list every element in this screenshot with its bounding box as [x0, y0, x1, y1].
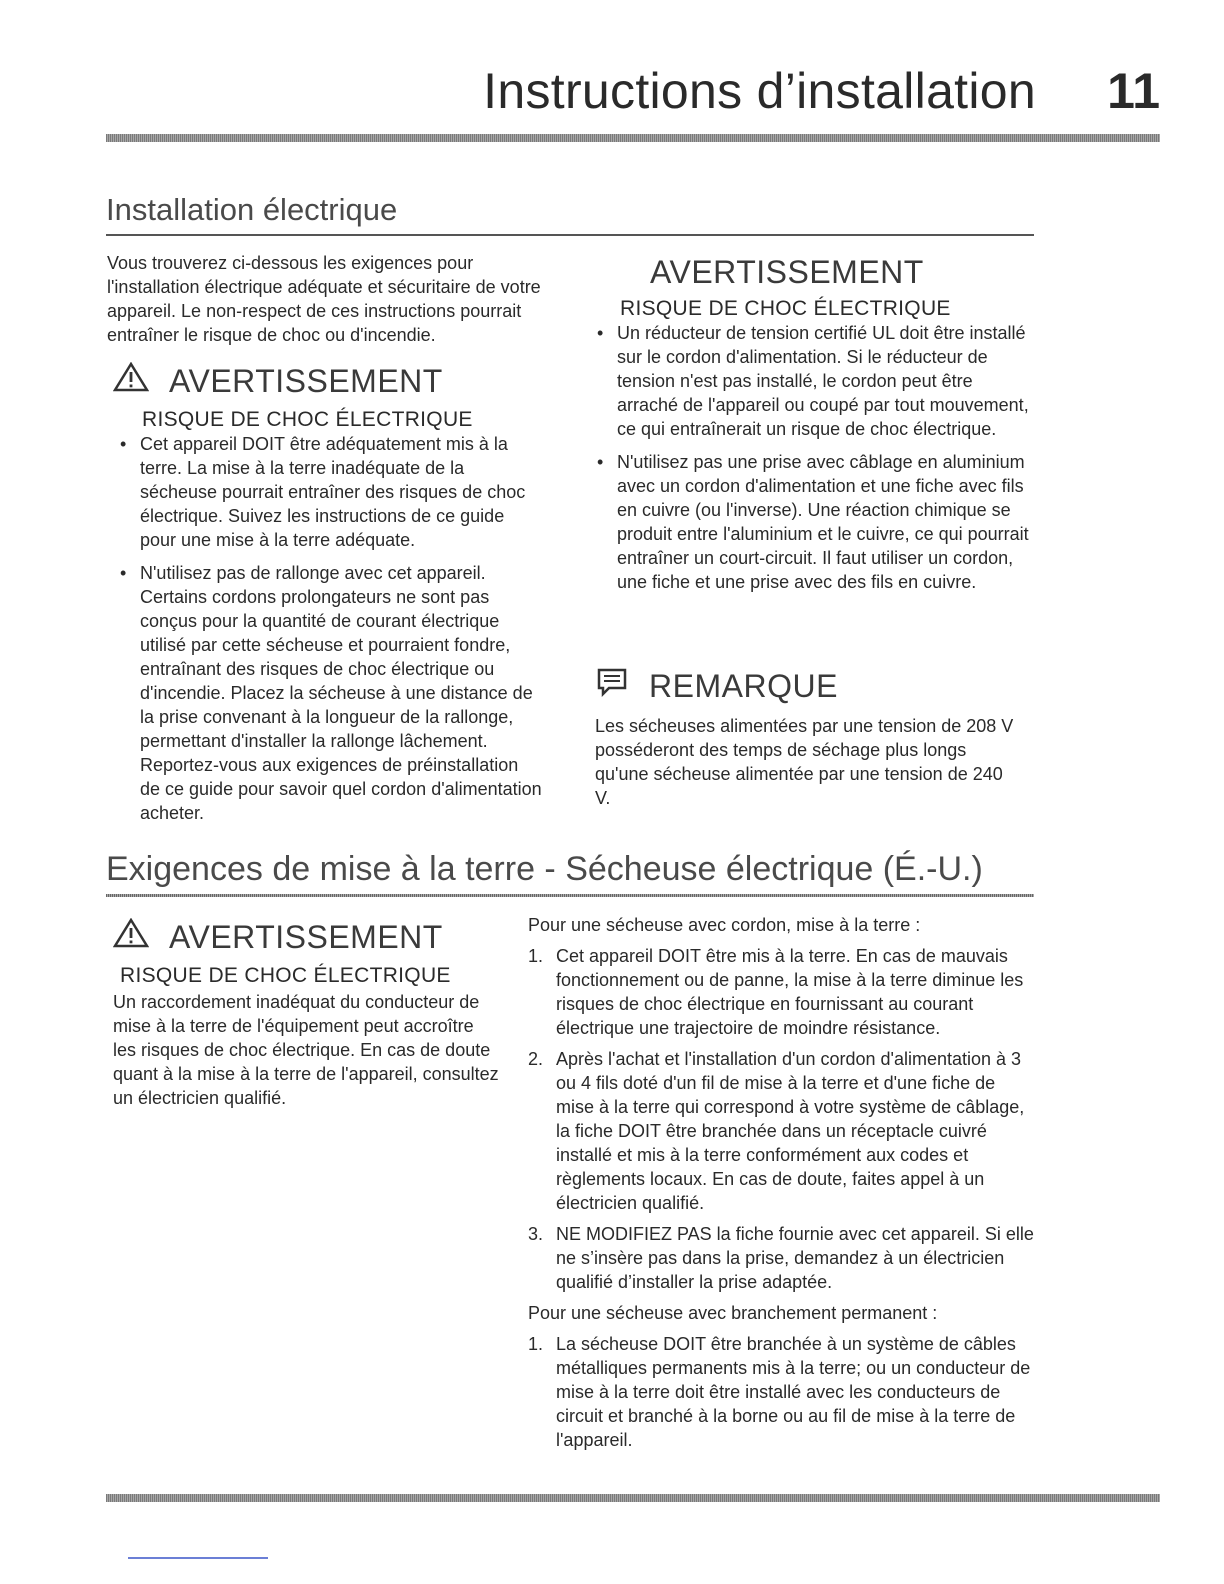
page-number: 11	[1107, 63, 1160, 119]
warning-triangle-icon	[113, 362, 149, 400]
footer-rule	[106, 1494, 1160, 1502]
permanent-list	[528, 1332, 1038, 1452]
note-heading: REMARQUE	[595, 666, 1035, 706]
list-item: • Cet appareil DOIT être adéquatement mis à la terre. La mise à la terre inadéquate de la sécheuse pourrait entraîner des risques de choc électrique. Suivez les instructions de ce guide pour une mise à la terre adéquate.	[113, 432, 543, 552]
intro-paragraph: Vous trouverez ci-dessous les exigences pour l'installation électrique adéquate et sécuritaire de votre appareil. Le non-respect de ces instructions pourrait entraîner le risque de choc ou d'incendie.	[107, 253, 541, 345]
list-item: 3. NE MODIFIEZ PAS la fiche fournie avec cet appareil. Si elle ne s’insère pas dans la prise, demandez à un électricien qualifié d’installer la prise adaptée.	[528, 1224, 1034, 1292]
warning-subheading: RISQUE DE CHOC ÉLECTRIQUE	[620, 297, 951, 320]
footer-link-line	[128, 1557, 268, 1559]
list-item: 1. La sécheuse DOIT être branchée à un système de câbles métalliques permanents mis à la terre; ou un conducteur de mise à la terre doit être installé avec les conducteurs de circuit et branché à la borne ou au fil de mise à la terre de l'appareil.	[528, 1334, 1031, 1450]
warning-list	[113, 432, 543, 825]
warning-subheading: RISQUE DE CHOC ÉLECTRIQUE	[142, 408, 473, 431]
warning-triangle-icon	[113, 918, 149, 956]
warning-text: Un raccordement inadéquat du conducteur de mise à la terre de l'équipement peut accroître les risques de choc électrique. En cas de doute quant à la mise à la terre de l'appareil, consultez un électricien qualifié.	[113, 992, 499, 1108]
list-item: • N'utilisez pas une prise avec câblage en aluminium avec un cordon d'alimentation et une fiche avec fils en cuivre (ou l'inverse). Une réaction chimique se produit entre l'aluminium et le cuivre, ce qui pourrait entraîner un court-circuit. Il faut utiliser un cordon, une fiche et une prise avec des fils en cuivre.	[590, 450, 1030, 594]
page-title: Instructions d’installation	[483, 63, 1036, 119]
corded-list	[528, 944, 1038, 1294]
list-item: • Un réducteur de tension certifié UL doit être installé sur le cordon d'alimentation. Si le réducteur de tension n'est pas installé, le cordon peut être arraché de l'appareil ou coupé par tout mouvement, ce qui entraînerait un risque de choc électrique.	[590, 321, 1030, 441]
warning-heading: AVERTISSEMENT	[113, 362, 573, 400]
section-title-grounding: Exigences de mise à la terre - Sécheuse électrique (É.-U.)	[106, 850, 983, 888]
section-rule	[106, 234, 1034, 236]
list-item: 2. Après l'achat et l'installation d'un cordon d'alimentation à 3 ou 4 fils doté d'un fil de mise à la terre et d'une fiche de mise à la terre qui correspond à votre système de câblage, la fiche DOIT être branchée dans un réceptacle cuivré installé et mis à la terre conformément aux codes et règlements locaux. En cas de doute, faites appel à un électricien qualifié.	[528, 1049, 1025, 1213]
list-item: 1. Cet appareil DOIT être mis à la terre. En cas de mauvais fonctionnement ou de panne, la mise à la terre diminue les risques de choc électrique en fournissant au courant électrique une trajectoire de moindre résistance.	[528, 946, 1024, 1038]
list-item: • N'utilisez pas de rallonge avec cet appareil. Certains cordons prolongateurs ne sont pas conçus pour la quantité de courant électrique utilisé par cette sécheuse et pourraient fondre, entraînant des risques de choc électrique ou d'incendie. Placez la sécheuse à une distance de la prise convenant à la longueur de la rallonge, permettant d'installer la rallonge lâchement. Reportez-vous aux exigences de préinstallation de ce guide pour savoir quel cordon d'alimentation acheter.	[113, 561, 543, 825]
warning-box-right	[590, 254, 1040, 603]
warning-heading: AVERTISSEMENT	[650, 254, 924, 290]
warning-heading: AVERTISSEMENT	[113, 918, 513, 956]
corded-intro: Pour une sécheuse avec cordon, mise à la terre :	[528, 915, 921, 935]
warning-box-grounding	[113, 918, 513, 988]
warning-list	[590, 321, 1030, 594]
warning-subheading: RISQUE DE CHOC ÉLECTRIQUE	[120, 964, 451, 987]
note-text: Les sécheuses alimentées par une tension de 208 V posséderont des temps de séchage plus longs qu'une sécheuse alimentée par une tension de 240 V.	[595, 716, 1014, 808]
section-rule	[106, 894, 1034, 897]
header-rule	[106, 134, 1160, 142]
permanent-intro: Pour une sécheuse avec branchement permanent :	[528, 1303, 938, 1323]
grounding-instructions	[528, 913, 1038, 1459]
section-title-installation: Installation électrique	[106, 192, 398, 227]
warning-box-left	[113, 362, 573, 834]
note-icon	[595, 666, 629, 706]
note-box	[595, 666, 1035, 810]
